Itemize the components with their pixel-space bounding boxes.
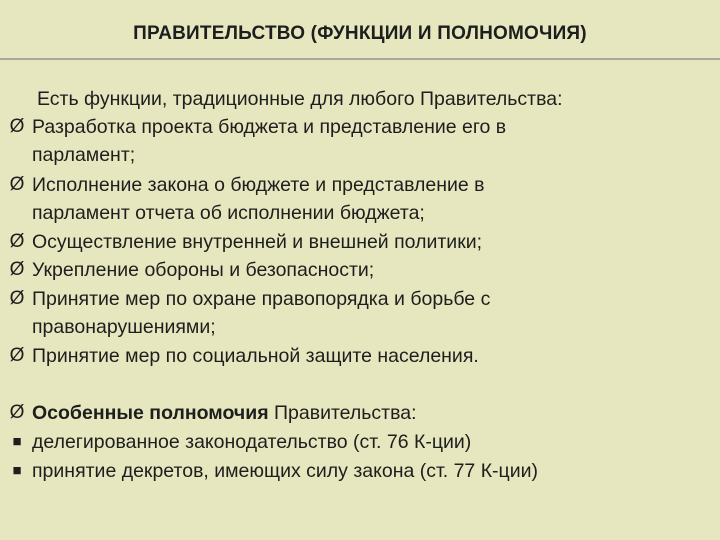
list-item [0,343,720,369]
arrow-bullet-icon: Ø [9,174,25,195]
list-item-text: Принятие мер по охране правопорядка и борьбе с [32,288,491,310]
arrow-bullet-icon: Ø [9,288,25,309]
arrow-bullet-icon: Ø [9,402,25,423]
title-divider [0,58,720,60]
arrow-bullet-icon: Ø [9,259,25,280]
special-heading [0,400,720,426]
list-item [0,229,720,255]
list-item [0,257,720,283]
intro-line [0,86,720,112]
list-item-text: Исполнение закона о бюджете и представление в [32,174,485,196]
special-heading-bold: Особенные полномочия [32,402,269,424]
special-item-text: делегированное законодательство (ст. 76 К-ции) [32,431,472,453]
intro-text: Есть функции, традиционные для любого Правительства: [37,88,563,110]
list-item-text: Принятие мер по социальной защите населения. [32,345,479,367]
arrow-bullet-icon: Ø [9,116,25,137]
list-item-text: Укрепление обороны и безопасности; [32,259,375,281]
list-item-text: парламент; [32,144,136,166]
page-title: ПРАВИТЕЛЬСТВО (ФУНКЦИИ И ПОЛНОМОЧИЯ) [133,23,587,44]
list-item-continuation [0,142,720,168]
list-item-text: правонарушениями; [32,316,216,338]
square-bullet-icon: ■ [12,462,22,479]
special-item [0,429,720,455]
arrow-bullet-icon: Ø [9,231,25,252]
list-item [0,172,720,198]
special-item-text: принятие декретов, имеющих силу закона (ст. 77 К-ции) [32,460,538,482]
special-heading-text [32,400,417,426]
special-heading-rest: Правительства: [268,402,417,424]
special-item [0,458,720,484]
list-item-continuation [0,314,720,340]
list-item [0,286,720,312]
square-bullet-icon: ■ [12,433,22,450]
list-item-text: парламент отчета об исполнении бюджета; [32,202,425,224]
list-item [0,114,720,140]
arrow-bullet-icon: Ø [9,345,25,366]
list-item-continuation [0,200,720,226]
list-item-text: Разработка проекта бюджета и представление его в [32,116,507,138]
list-item-text: Осуществление внутренней и внешней политики; [32,231,483,253]
